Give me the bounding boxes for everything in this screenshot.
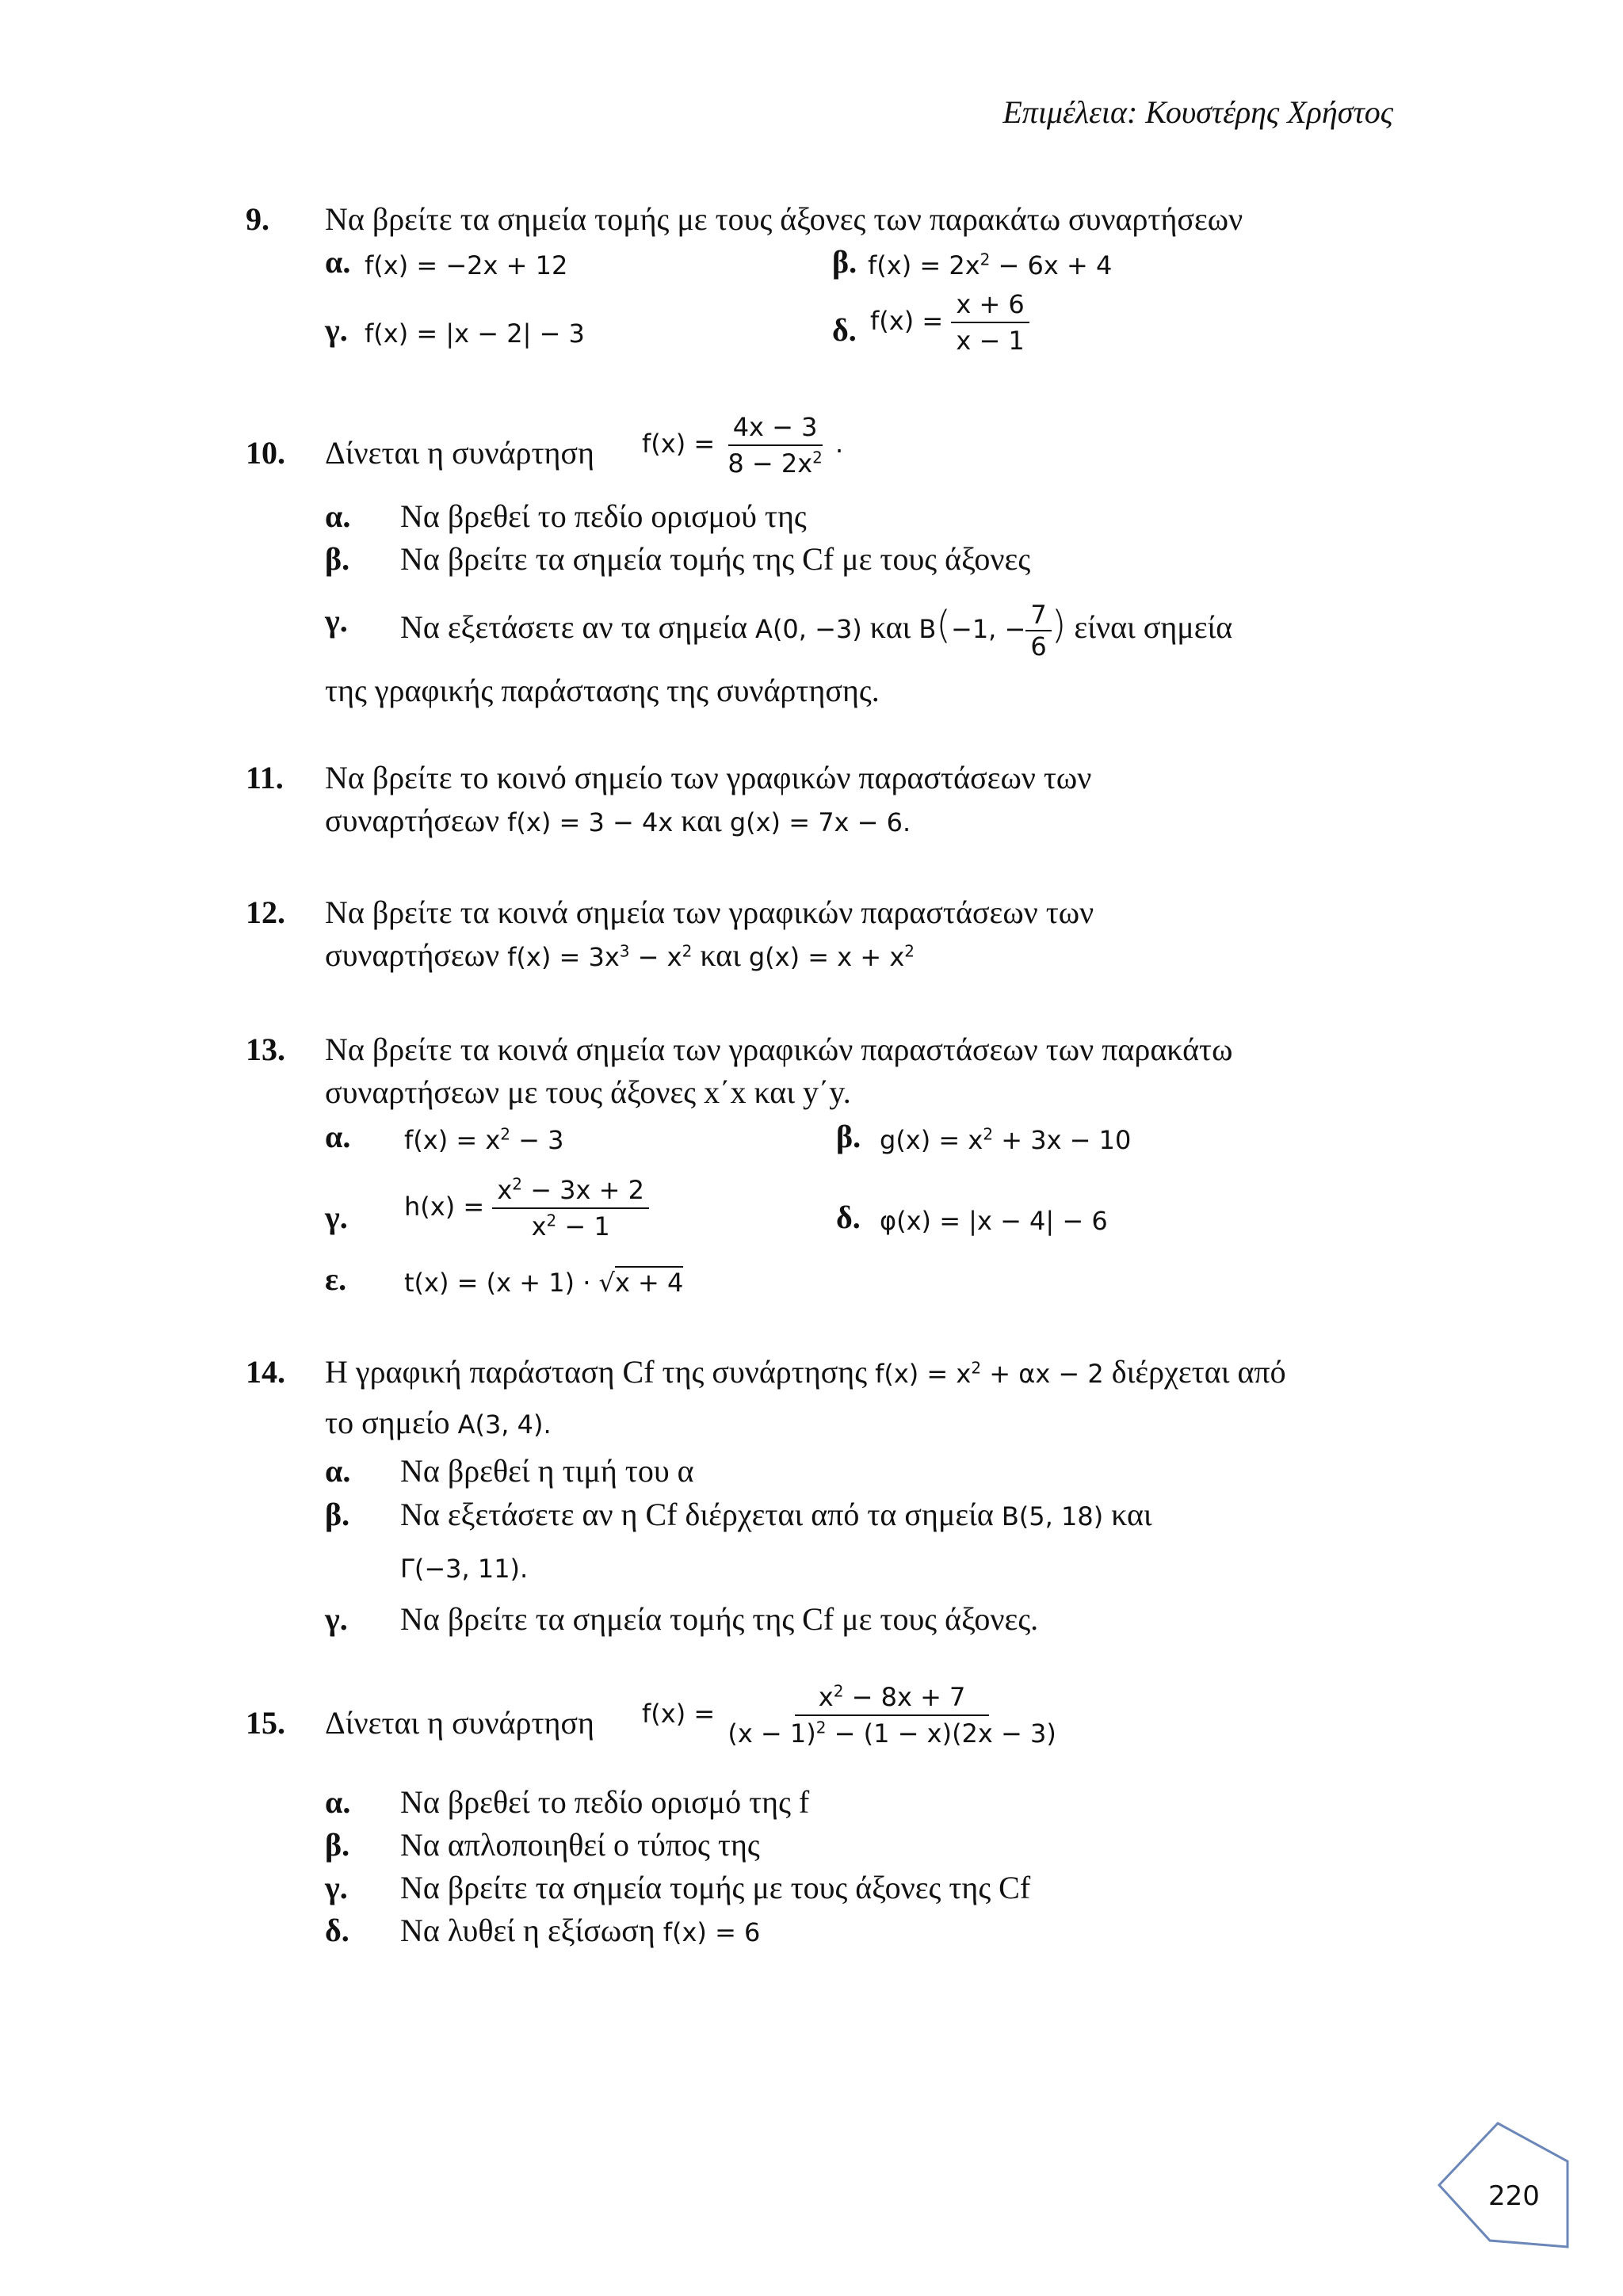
page-number: 220 bbox=[1488, 2180, 1540, 2212]
formula: f(x) = $\frac{x + 6}{x - 1}$ bbox=[870, 287, 1029, 358]
formula: Γ(−3, 11). bbox=[400, 1554, 529, 1584]
formula: f(x) = |x − 2| − 3 bbox=[365, 318, 585, 349]
item-text: Να βρείτε τα σημεία τομής με τους άξονες της Cf bbox=[400, 1870, 1031, 1905]
exercise-text: το σημείο A(3, 4). bbox=[325, 1405, 552, 1440]
item-text: Να εξετάσετε αν η Cf διέρχεται από τα σημεία B(5, 18) και bbox=[400, 1497, 1152, 1532]
item-label: β. bbox=[836, 1119, 861, 1154]
formula: $g(x) = x^2 + 3x - 10$ bbox=[880, 1124, 1132, 1155]
item-text: Να βρεθεί η τιμή του α bbox=[400, 1453, 694, 1489]
item-label: α. bbox=[325, 1453, 351, 1489]
item-text: Να λυθεί η εξίσωση f(x) = 6 bbox=[400, 1913, 761, 1948]
exercise-number: 11. bbox=[246, 760, 284, 795]
item-label: δ. bbox=[832, 312, 857, 348]
exercise-number: 13. bbox=[246, 1032, 285, 1067]
exercise-text: Να βρείτε τα κοινά σημεία των γραφικών παραστάσεων των bbox=[325, 894, 1094, 930]
item-text: Να βρείτε τα σημεία τομής της Cf με τους άξονες. bbox=[400, 1601, 1039, 1637]
item-label: δ. bbox=[836, 1199, 861, 1235]
item-label: γ. bbox=[325, 312, 348, 348]
item-label: α. bbox=[325, 1784, 351, 1820]
item-text: Να εξετάσετε αν τα σημεία A(0, −3) και B(−1, − $\frac{7}{6}$ ) είναι σημεία bbox=[400, 600, 1233, 662]
exercise-text: Δίνεται η συνάρτηση bbox=[325, 435, 594, 471]
formula: $f(x) = 2x^2 - 6x + 4$ bbox=[868, 250, 1113, 280]
exercise-text: συναρτήσεων με τους άξονες x΄x και y΄y. bbox=[325, 1074, 851, 1110]
exercise-number: 9. bbox=[246, 201, 269, 237]
item-label: γ. bbox=[325, 1199, 348, 1235]
formula: φ(x) = |x − 4| − 6 bbox=[880, 1206, 1108, 1236]
formula: h(x) = $\frac{x^2 - 3x + 2}{x^2 - 1}$ bbox=[404, 1173, 649, 1244]
item-label: ε. bbox=[325, 1261, 347, 1297]
item-label: γ. bbox=[325, 1601, 348, 1637]
item-label: β. bbox=[325, 541, 350, 577]
formula: f(x) = −2x + 12 bbox=[365, 250, 568, 280]
item-label: α. bbox=[325, 1119, 351, 1154]
exercise-text: Να βρείτε τα σημεία τομής με τους άξονες των παρακάτω συναρτήσεων bbox=[325, 201, 1243, 237]
item-label: β. bbox=[325, 1827, 350, 1863]
exercise-number: 10. bbox=[246, 435, 285, 471]
item-label: δ. bbox=[325, 1913, 349, 1948]
item-label: α. bbox=[325, 244, 351, 280]
item-label: γ. bbox=[325, 1870, 348, 1905]
exercise-number: 15. bbox=[246, 1705, 285, 1741]
exercise-text: συναρτήσεων $f(x) = 3x^3 - x^2$ και $g(x) = x + x^2$ bbox=[325, 937, 915, 973]
item-text: Να βρεθεί το πεδίο ορισμού της bbox=[400, 498, 807, 534]
sqrt-symbol: √ bbox=[598, 1268, 615, 1298]
formula: f(x) = $\frac{x^2 - 8x + 7}{(x - 1)^2 - (1 - x)(2x - 3)}$ bbox=[642, 1680, 1061, 1751]
item-text: Να απλοποιηθεί ο τύπος της bbox=[400, 1827, 760, 1863]
item-label: β. bbox=[325, 1497, 350, 1532]
exercise-text: συναρτήσεων f(x) = 3 − 4x και g(x) = 7x − 6. bbox=[325, 803, 911, 838]
exercise-text: Να βρείτε τα κοινά σημεία των γραφικών παραστάσεων των παρακάτω bbox=[325, 1032, 1233, 1067]
exercise-number: 12. bbox=[246, 894, 285, 930]
formula: $f(x) = x^2 - 3$ bbox=[404, 1124, 564, 1155]
exercise-text: Η γραφική παράσταση Cf της συνάρτησης $f(x) = x^2 + \alpha x - 2$ διέρχεται από bbox=[325, 1354, 1286, 1390]
exercise-text: Να βρείτε το κοινό σημείο των γραφικών παραστάσεων των bbox=[325, 760, 1092, 795]
formula: f(x) = $\frac{4x - 3}{8 - 2x^2}$ . bbox=[642, 410, 843, 481]
page-header: Επιμέλεια: Κουστέρης Χρήστος bbox=[1002, 94, 1393, 130]
exercise-number: 14. bbox=[246, 1354, 285, 1390]
item-label: γ. bbox=[325, 603, 348, 639]
item-text: Να βρείτε τα σημεία τομής της Cf με τους άξονες bbox=[400, 541, 1031, 577]
item-text: της γραφικής παράστασης της συνάρτησης. bbox=[325, 673, 880, 708]
item-label: β. bbox=[832, 244, 857, 280]
item-text: Να βρεθεί το πεδίο ορισμό της f bbox=[400, 1784, 810, 1820]
exercise-text: Δίνεται η συνάρτηση bbox=[325, 1705, 594, 1741]
item-label: α. bbox=[325, 498, 351, 534]
formula: t(x) = (x + 1) · √x + 4 bbox=[404, 1268, 684, 1298]
